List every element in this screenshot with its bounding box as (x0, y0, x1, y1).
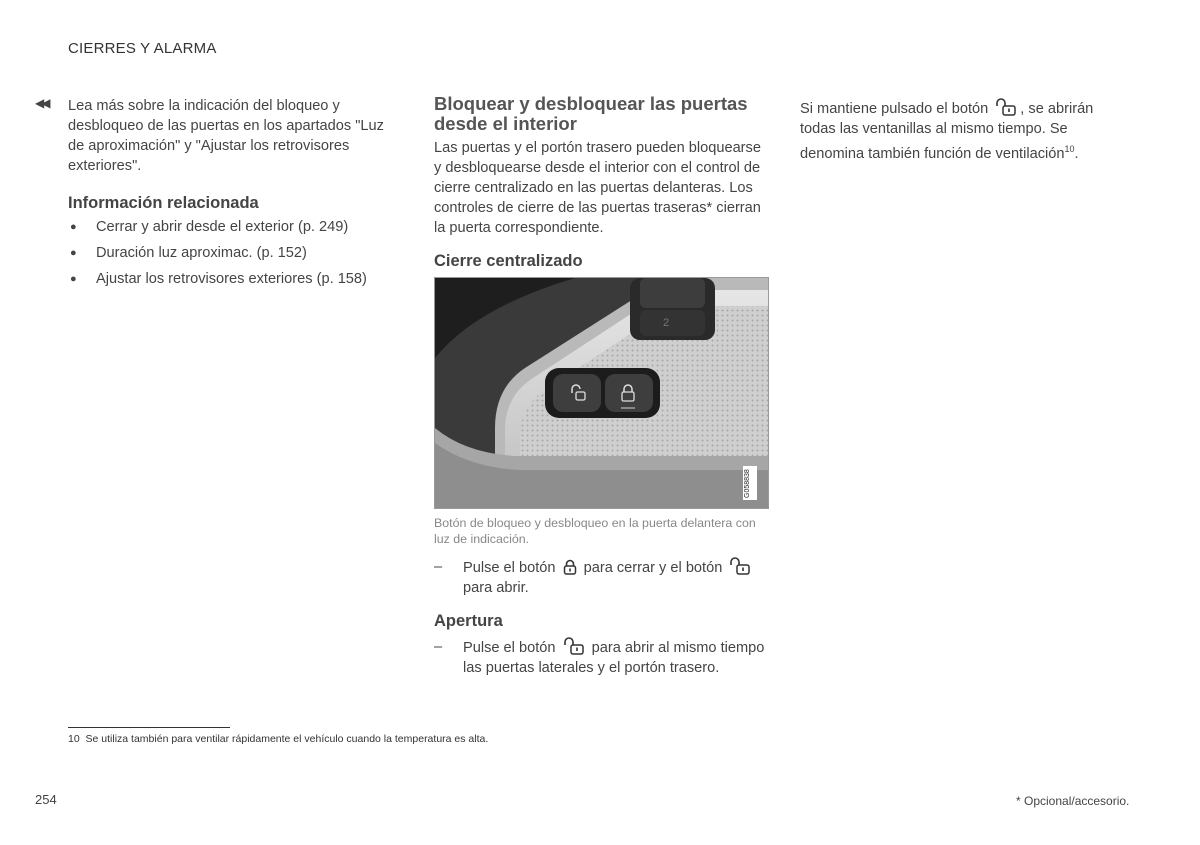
step-lock-unlock (434, 557, 770, 598)
footnote (68, 733, 488, 745)
central-locking-heading: Cierre centralizado (434, 252, 583, 270)
related-link-approach-light[interactable]: ● Duración luz aproximac. (p. 152) (68, 243, 398, 263)
related-info-heading: Información relacionada (68, 194, 259, 212)
double-left-arrow-icon[interactable]: ◀◀ (35, 96, 48, 110)
page-number: 254 (35, 792, 57, 807)
photo-caption: Botón de bloqueo y desbloqueo en la puerta delantera con luz de indicación. (434, 516, 756, 546)
lock-open-icon (995, 98, 1017, 116)
step-dash: – (434, 639, 443, 655)
ventilation-text-b: , se abrirán todas las ventanillas al mismo tiempo. Se denomina también función de ventilación (800, 101, 1094, 162)
door-lock-photo (434, 277, 769, 509)
step1-text-c: para abrir. (463, 580, 529, 596)
lock-open-icon (563, 637, 585, 655)
step2-text-b: para abrir al mismo tiempo las puertas laterales y el portón trasero. (463, 640, 765, 676)
ventilation-paragraph (800, 98, 1130, 164)
footnote-ref[interactable]: 10 (1064, 144, 1075, 154)
lock-intro-paragraph: Las puertas y el portón trasero pueden bloquearse y desbloquearse desde el interior con el control de cierre centralizado en las puertas delanteras. Los controles de cierre de las puertas traseras* cierran la puerta correspondiente. (434, 140, 761, 236)
image-code: G058838 (744, 469, 751, 498)
opening-heading: Apertura (434, 612, 503, 630)
optional-note: * Opcional/accesorio. (1016, 794, 1130, 808)
footnote-number: 10 (68, 733, 80, 745)
ventilation-text-a: Si mantiene pulsado el botón (800, 101, 989, 117)
related-link-mirrors[interactable]: ● Ajustar los retrovisores exteriores (p. 158) (68, 269, 398, 289)
column-2 (434, 94, 770, 678)
door-panel-illustration (435, 278, 768, 508)
step2-text-a: Pulse el botón (463, 640, 556, 656)
step1-text-b: para cerrar y el botón (583, 560, 723, 576)
related-info-list (68, 217, 398, 289)
step1-text-a: Pulse el botón (463, 560, 556, 576)
intro-paragraph: Lea más sobre la indicación del bloqueo y desbloqueo de las puertas en los apartados "Luz de aproximación" y "Ajustar los retrovisores exteriores". (68, 98, 384, 174)
related-link-exterior[interactable]: ● Cerrar y abrir desde el exterior (p. 249) (68, 217, 398, 237)
footnote-text: Se utiliza también para ventilar rápidamente el vehículo cuando la temperatura es alta. (85, 733, 489, 745)
step-dash: – (434, 559, 443, 575)
column-1 (68, 96, 398, 295)
section-title: CIERRES Y ALARMA (68, 40, 217, 57)
lock-open-icon (729, 557, 751, 575)
step-open (434, 637, 770, 678)
footnote-divider (68, 727, 230, 728)
lock-closed-icon (563, 559, 577, 575)
svg-text:2: 2 (663, 317, 670, 329)
page-title: Bloquear y desbloquear las puertas desde el interior (434, 93, 748, 134)
ventilation-text-c: . (1074, 145, 1079, 162)
column-3 (800, 98, 1130, 164)
